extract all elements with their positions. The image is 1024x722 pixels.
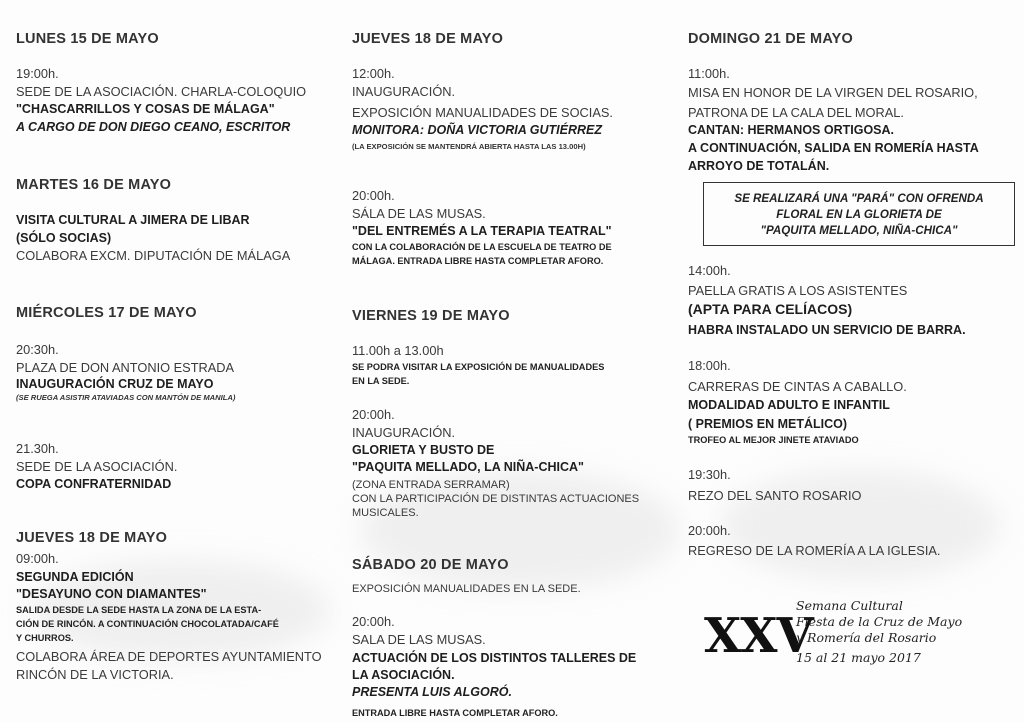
event-place: SEDE DE LA ASOCIACIÓN. — [16, 459, 178, 474]
box-line: FLORAL EN LA GLORIETA DE — [776, 208, 942, 221]
event-title: A CONTINUACIÓN, SALIDA EN ROMERÍA HASTA — [688, 141, 979, 155]
event-time: 09:00h. — [16, 551, 59, 566]
event-sponsor: COLABORA EXCM. DIPUTACIÓN DE MÁLAGA — [16, 248, 291, 263]
event-time: 14:00h. — [688, 263, 731, 278]
event-description: MUSICALES. — [352, 507, 419, 519]
event-sponsor: RINCÓN DE LA VICTORIA. — [16, 667, 174, 682]
event-description: CIÓN DE RINCÓN. A CONTINUACIÓN CHOCOLATADA/CAFÉ — [16, 619, 279, 629]
event-description: MISA EN HONOR DE LA VIRGEN DEL ROSARIO, — [688, 85, 978, 100]
day-heading: SÁBADO 20 DE MAYO — [352, 557, 509, 573]
event-place: PLAZA DE DON ANTONIO ESTRADA — [16, 360, 235, 375]
event-note: (LA EXPOSICIÓN SE MANTENDRÁ ABIERTA HASTA LAS 13.00H) — [352, 142, 586, 151]
event-title: SEGUNDA EDICIÓN — [16, 570, 134, 584]
event-description: CON LA PARTICIPACIÓN DE DISTINTAS ACTUACIONES — [352, 493, 640, 505]
logo-line: Semana Cultural — [796, 598, 903, 613]
event-title: INAUGURACIÓN CRUZ DE MAYO — [16, 377, 214, 391]
event-note: (SÓLO SOCIAS) — [16, 231, 112, 245]
event-time: 19:00h. — [16, 66, 59, 81]
logo-line: Fiesta de la Cruz de Mayo — [796, 614, 963, 629]
event-title: GLORIETA Y BUSTO DE — [352, 443, 495, 457]
event-speaker: MONITORA: DOÑA VICTORIA GUTIÉRREZ — [352, 123, 602, 137]
event-place: SEDE DE LA ASOCIACIÓN. CHARLA-COLOQUIO — [16, 84, 307, 99]
logo-line: 15 al 21 mayo 2017 — [796, 650, 921, 665]
event-time: 20:00h. — [688, 523, 731, 538]
event-note: (SE RUEGA ASISTIR ATAVIADAS CON MANTÓN DE MANILA) — [16, 393, 236, 402]
event-title: ( PREMIOS EN METÁLICO) — [688, 417, 848, 431]
day-heading: DOMINGO 21 DE MAYO — [688, 31, 854, 47]
event-time: 20:00h. — [352, 614, 395, 629]
event-description: PAELLA GRATIS A LOS ASISTENTES — [688, 283, 908, 298]
event-speaker: PRESENTA LUIS ALGORÓ. — [352, 685, 512, 699]
event-time: 21.30h. — [16, 441, 59, 456]
event-description: Y CHURROS. — [16, 633, 74, 643]
event-description: SE PODRA VISITAR LA EXPOSICIÓN DE MANUALIDADES — [352, 362, 605, 372]
logo-line: y Romería del Rosario — [796, 630, 937, 645]
event-title: VISITA CULTURAL A JIMERA DE LIBAR — [16, 213, 250, 227]
event-sponsor: COLABORA ÁREA DE DEPORTES AYUNTAMIENTO — [16, 649, 322, 664]
event-time: 11.00h a 13.00h — [352, 343, 444, 358]
event-description: REZO DEL SANTO ROSARIO — [688, 488, 862, 503]
box-line: "PAQUITA MELLADO, NIÑA-CHICA" — [760, 224, 958, 237]
event-description: PATRONA DE LA CALA DEL MORAL. — [688, 105, 904, 120]
event-title: INAUGURACIÓN. — [352, 425, 456, 440]
event-time: 19:30h. — [688, 467, 731, 482]
box-line: SE REALIZARÁ UNA "PARÁ" CON OFRENDA — [734, 192, 984, 205]
event-speaker: A CARGO DE DON DIEGO CEANO, ESCRITOR — [16, 120, 291, 134]
event-time: 11:00h. — [688, 66, 730, 81]
event-description: EN LA SEDE. — [352, 376, 410, 386]
event-place: SÁLA DE LAS MUSAS. — [352, 206, 486, 221]
event-title: LA ASOCIACIÓN. — [352, 668, 455, 682]
event-title: EXPOSICIÓN MANUALIDADES DE SOCIAS. — [352, 105, 613, 120]
event-note: (ZONA ENTRADA SERRAMAR) — [352, 479, 510, 491]
day-heading: MIÉRCOLES 17 DE MAYO — [16, 305, 197, 321]
highlight-box — [703, 182, 1015, 246]
day-heading: LUNES 15 DE MAYO — [16, 31, 159, 47]
event-time: 20:00h. — [352, 188, 395, 203]
event-logo — [704, 598, 1014, 674]
event-title: "DEL ENTREMÉS A LA TERAPIA TEATRAL" — [352, 224, 612, 238]
event-description: CARRERAS DE CINTAS A CABALLO. — [688, 379, 907, 394]
event-title: CANTAN: HERMANOS ORTIGOSA. — [688, 123, 895, 137]
event-title: MODALIDAD ADULTO E INFANTIL — [688, 398, 890, 412]
day-heading: VIERNES 19 DE MAYO — [352, 308, 510, 324]
event-title: HABRA INSTALADO UN SERVICIO DE BARRA. — [688, 323, 966, 337]
logo-numeral: XXV — [704, 608, 813, 664]
event-title: ARROYO DE TOTALÁN. — [688, 159, 830, 173]
event-title: ACTUACIÓN DE LOS DISTINTOS TALLERES DE — [352, 651, 637, 665]
event-title: "CHASCARRILLOS Y COSAS DE MÁLAGA" — [16, 102, 275, 116]
event-place: SALA DE LAS MUSAS. — [352, 632, 486, 647]
event-description: MÁLAGA. ENTRADA LIBRE HASTA COMPLETAR AFORO. — [352, 256, 604, 266]
event-description: REGRESO DE LA ROMERÍA A LA IGLESIA. — [688, 543, 941, 558]
event-time: 12:00h. — [352, 66, 395, 81]
day-heading: MARTES 16 DE MAYO — [16, 177, 172, 193]
event-time: 20:00h. — [352, 407, 395, 422]
event-title: INAUGURACIÓN. — [352, 84, 456, 99]
event-time: 18:00h. — [688, 358, 731, 373]
day-heading: JUEVES 18 DE MAYO — [352, 31, 504, 47]
event-time: 20:30h. — [16, 342, 59, 357]
event-description: EXPOSICIÓN MANUALIDADES EN LA SEDE. — [352, 583, 581, 595]
event-note: ENTRADA LIBRE HASTA COMPLETAR AFORO. — [352, 708, 558, 718]
event-note: TROFEO AL MEJOR JINETE ATAVIADO — [688, 435, 859, 445]
event-title: COPA CONFRATERNIDAD — [16, 477, 172, 491]
event-title: (APTA PARA CELÍACOS) — [688, 301, 853, 317]
event-title: "DESAYUNO CON DIAMANTES" — [16, 587, 207, 601]
event-title: "PAQUITA MELLADO, LA NIÑA-CHICA" — [352, 460, 584, 474]
event-description: SALIDA DESDE LA SEDE HASTA LA ZONA DE LA ESTA- — [16, 605, 262, 615]
day-heading: JUEVES 18 DE MAYO — [16, 530, 168, 546]
event-description: CON LA COLABORACIÓN DE LA ESCUELA DE TEATRO DE — [352, 242, 612, 252]
